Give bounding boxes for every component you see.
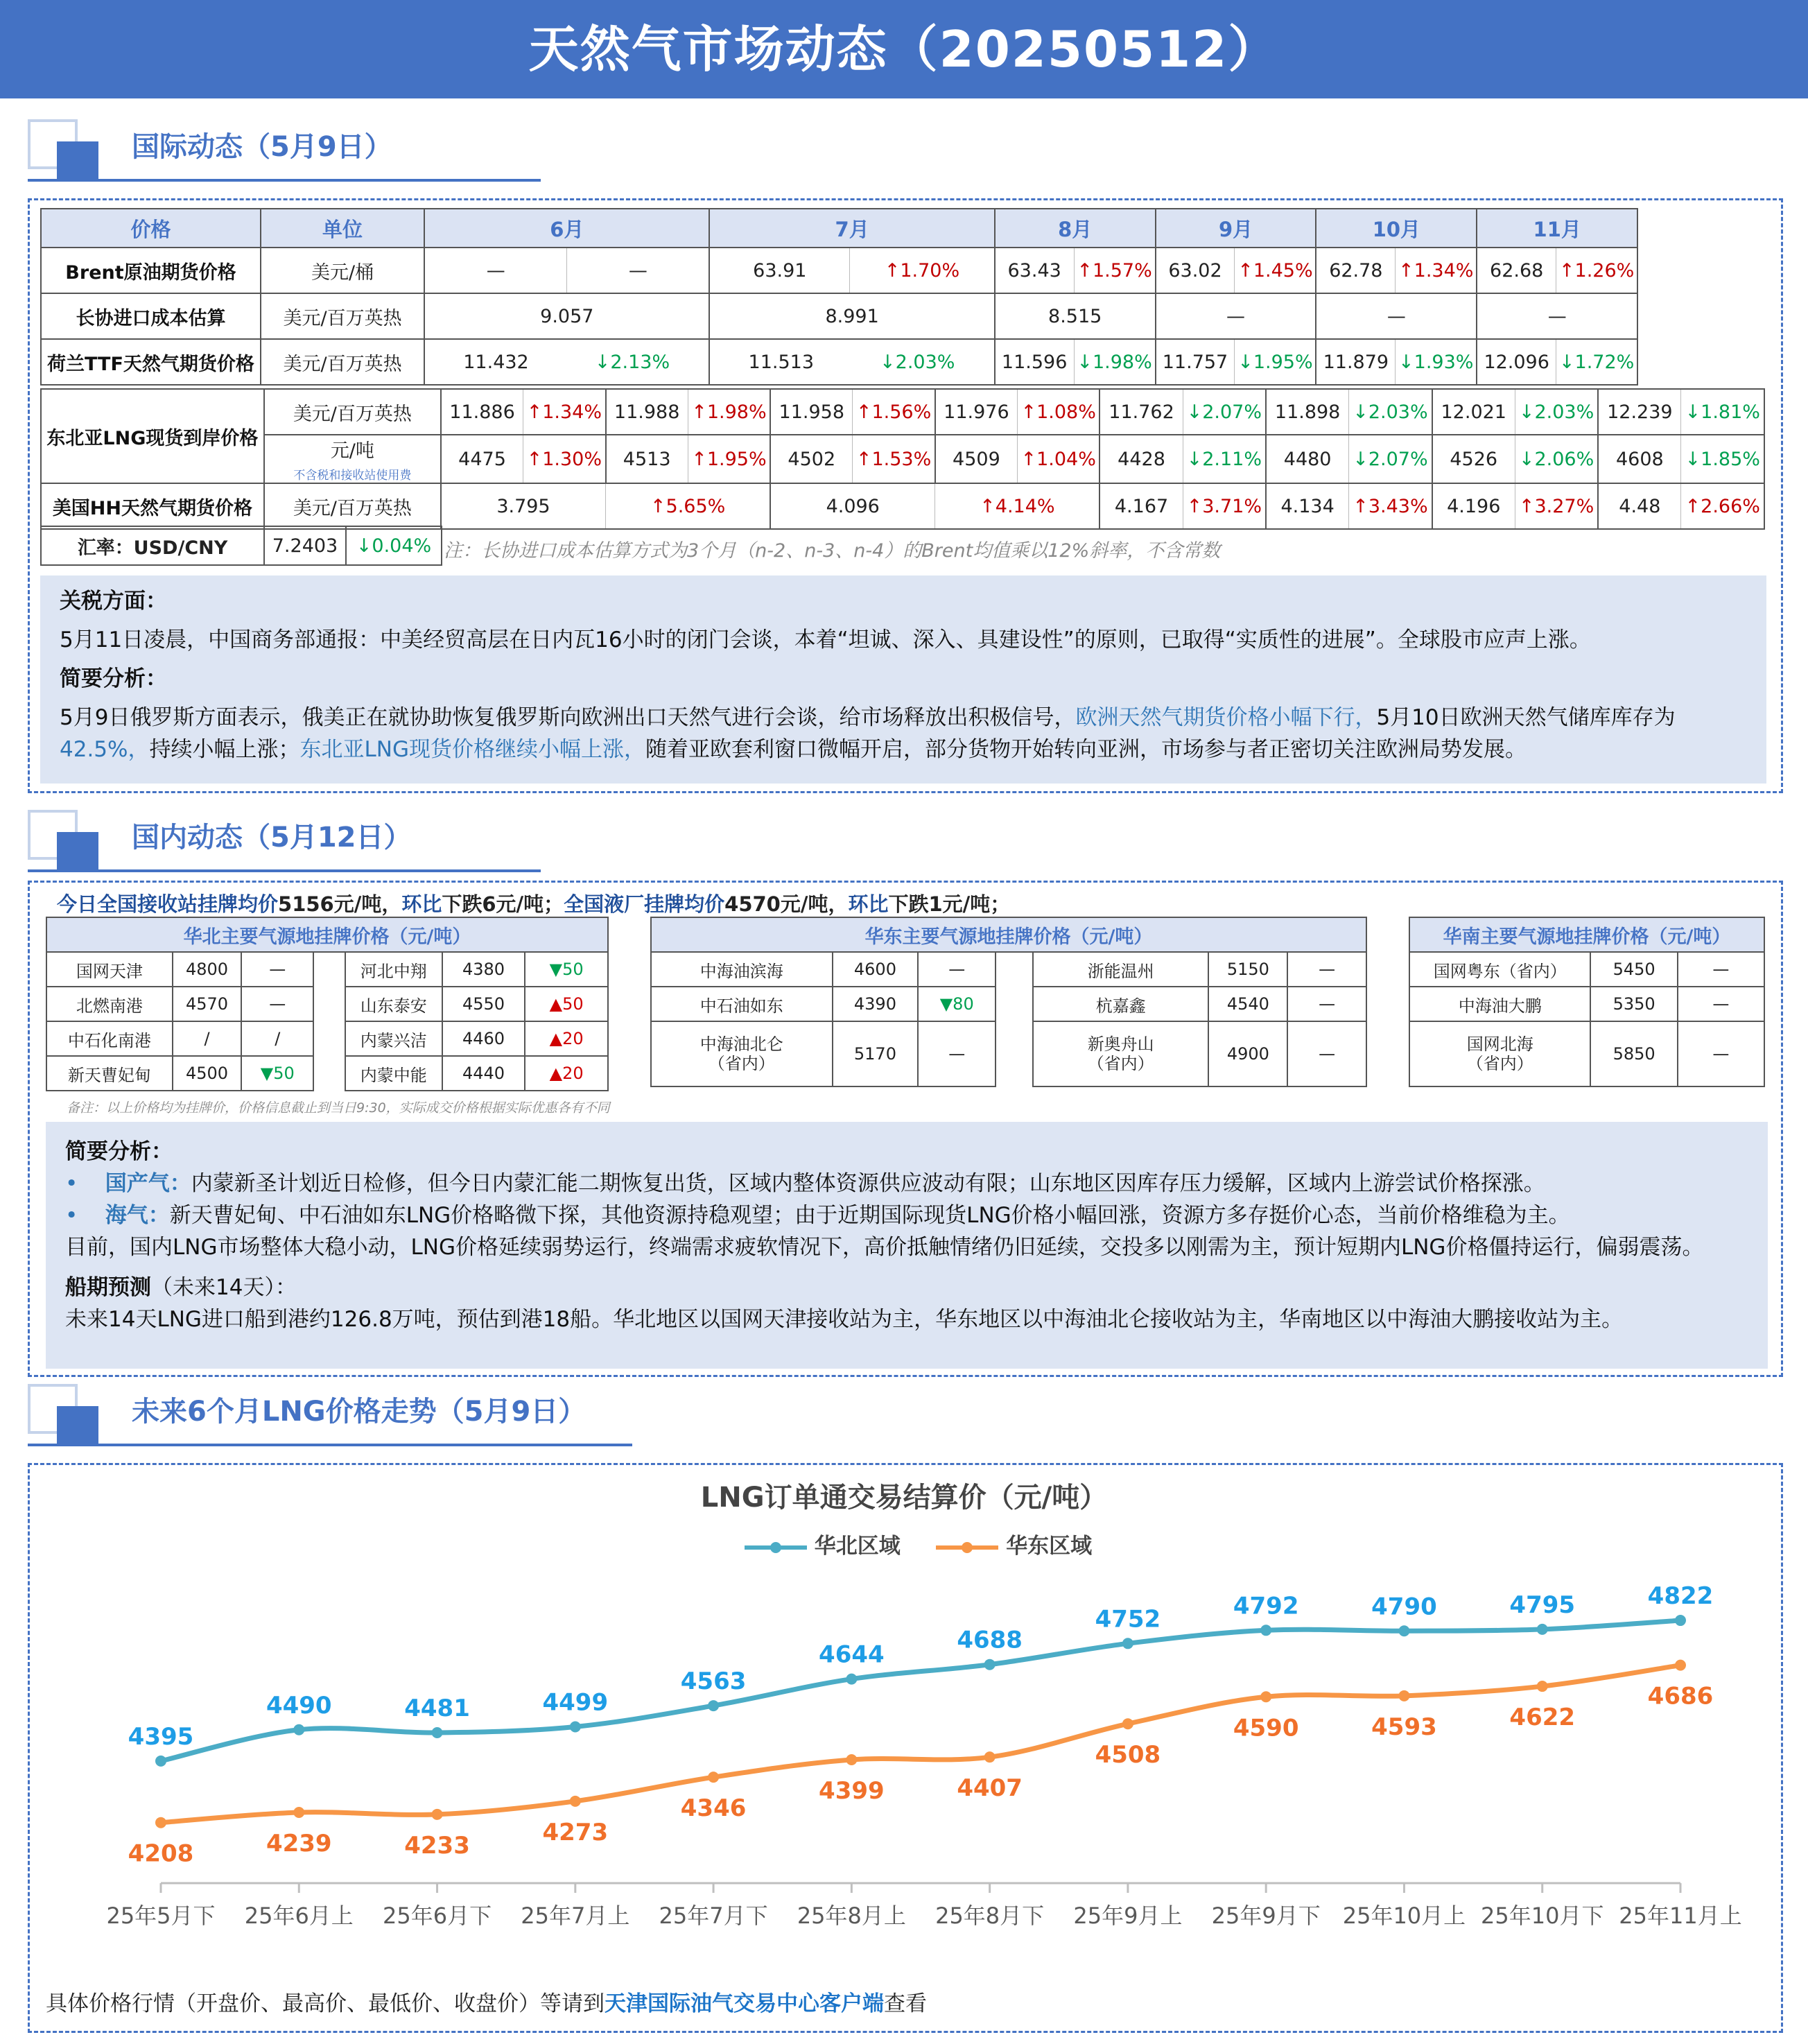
change-cell: ↑1.26% xyxy=(1556,248,1638,293)
data-label-east: 4273 xyxy=(542,1818,609,1846)
value-cell: 11.898 xyxy=(1266,389,1349,435)
footer-text: 具体价格行情（开盘价、最高价、最低价、收盘价）等请到 xyxy=(46,1991,605,2016)
chart-title: LNG订单通交易结算价（元/吨） xyxy=(700,1482,1108,1514)
change-cell: — xyxy=(918,1021,996,1086)
source-name: 杭嘉鑫 xyxy=(1033,987,1208,1021)
table-spacer xyxy=(313,1021,345,1056)
client-link[interactable]: 天津国际油气交易中心客户端 xyxy=(605,1991,884,2016)
change-cell: ↑1.34% xyxy=(523,389,606,435)
price-cell: 4800 xyxy=(173,952,242,987)
price-cell: 5350 xyxy=(1590,987,1677,1021)
south-table-title: 华南主要气源地挂牌价格（元/吨） xyxy=(1409,917,1764,952)
ship-forecast-text: 未来14天LNG进口船到港约126.8万吨，预估到港18船。华北地区以国网天津接收站为主，华东地区以中海油北仑接收站为主，华南地区以中海油大鹏接收站为主。 xyxy=(65,1307,1624,1332)
change-cell: ↑1.53% xyxy=(853,435,935,483)
data-label-north: 4395 xyxy=(128,1722,194,1751)
analysis-highlight: 东北亚LNG现货价格继续小幅上涨， xyxy=(299,737,645,762)
price-cell: 4550 xyxy=(442,987,525,1021)
data-label-north: 4563 xyxy=(680,1668,747,1696)
value-cell: 4513 xyxy=(606,435,688,483)
col-header: 8月 xyxy=(995,209,1156,248)
table-row-nea-cny xyxy=(41,435,1764,483)
col-header: 价格 xyxy=(41,209,261,248)
header-deco-square-filled xyxy=(57,1406,98,1446)
value-cell: 63.02 xyxy=(1156,248,1235,293)
north-table-title: 华北主要气源地挂牌价格（元/吨） xyxy=(46,917,608,952)
change-cell: ↑1.57% xyxy=(1074,248,1156,293)
intl-price-table xyxy=(40,208,1765,386)
unit-cell: 美元/百万英热 xyxy=(261,293,424,339)
change-cell: ↓1.93% xyxy=(1396,339,1477,385)
row-label: 荷兰TTF天然气期货价格 xyxy=(41,339,261,385)
price-cell: 4900 xyxy=(1208,1021,1287,1086)
change-cell: ↓2.03% xyxy=(1515,389,1598,435)
data-label-east: 4593 xyxy=(1371,1713,1437,1741)
data-label-east: 4622 xyxy=(1509,1704,1576,1732)
bullet-icon: • xyxy=(65,1203,105,1228)
price-cell: 5450 xyxy=(1590,952,1677,987)
legend-marker-east xyxy=(936,1537,998,1558)
source-name: 国网粤东（省内） xyxy=(1409,952,1590,987)
value-cell: 8.515 xyxy=(995,293,1156,339)
change-cell: ↓1.98% xyxy=(1074,339,1156,385)
data-label-north: 4822 xyxy=(1647,1582,1714,1611)
unit-note: 不含税和接收站使用费 xyxy=(293,469,412,483)
row-label: 东北亚LNG现货到岸价格 xyxy=(41,389,264,483)
domestic-headline xyxy=(57,889,1010,917)
bullet-label: 国产气： xyxy=(105,1171,191,1196)
value-cell: 62.68 xyxy=(1477,248,1556,293)
row-label: 长协进口成本估算 xyxy=(41,293,261,339)
value-cell: 11.988 xyxy=(606,389,688,435)
change-cell: ↑1.04% xyxy=(1018,435,1100,483)
price-cell: 4600 xyxy=(833,952,919,987)
table-row xyxy=(1409,952,1764,987)
data-label-north: 4644 xyxy=(819,1640,885,1669)
fx-change: ↓0.04% xyxy=(346,526,442,565)
table-row-longterm xyxy=(41,293,1764,339)
change-cell: ↑3.43% xyxy=(1349,483,1432,529)
change-text: ↓2.03% xyxy=(880,351,955,373)
x-tick-label: 25年10月上 xyxy=(1342,1903,1466,1929)
price-cell: 4500 xyxy=(173,1056,242,1091)
unit-cell: 美元/百万英热 xyxy=(264,483,441,529)
section-title-intl: 国际动态（5月9日） xyxy=(132,131,392,163)
legend-label-east: 华东区域 xyxy=(1006,1534,1093,1559)
section-header-intl xyxy=(28,119,541,182)
data-label-east: 4346 xyxy=(680,1794,747,1823)
headline-fragment: 下跌1元/吨； xyxy=(888,892,1011,916)
value-cell: 9.057 xyxy=(424,293,709,339)
analysis-highlight: 欧洲天然气期货价格小幅下行， xyxy=(1075,705,1377,730)
data-label-north: 4790 xyxy=(1371,1593,1437,1621)
value-cell: 11.757 xyxy=(1156,339,1235,385)
value-cell: 4509 xyxy=(935,435,1018,483)
change-cell: ▲20 xyxy=(525,1021,608,1056)
col-header: 11月 xyxy=(1477,209,1637,248)
analysis-label: 简要分析： xyxy=(60,666,167,691)
price-cell: 4440 xyxy=(442,1056,525,1091)
value-cell: 4480 xyxy=(1266,435,1349,483)
intl-analysis-text xyxy=(60,702,1747,765)
table-row xyxy=(46,952,608,987)
x-tick-label: 25年11月上 xyxy=(1619,1903,1742,1929)
source-name: 中海油北仑 （省内） xyxy=(651,1021,833,1086)
col-header: 单位 xyxy=(261,209,424,248)
price-cell: / xyxy=(173,1021,242,1056)
table-row xyxy=(46,987,608,1021)
tariff-text: 5月11日凌晨，中国商务部通报：中美经贸高层在日内瓦16小时的闭门会谈，本着“坦诚、深入、具建设性”的原则，已取得“实质性的进展”。全球股市应声上涨。 xyxy=(60,627,1591,652)
section-title-domestic: 国内动态（5月12日） xyxy=(132,822,412,854)
change-cell: ↓2.11% xyxy=(1183,435,1266,483)
change-cell: — xyxy=(1678,1021,1764,1086)
data-label-north: 4795 xyxy=(1509,1591,1576,1619)
value-cell: 4428 xyxy=(1099,435,1183,483)
footer-note xyxy=(46,1986,927,2017)
price-cell: 5150 xyxy=(1208,952,1287,987)
source-name: 国网北海 （省内） xyxy=(1409,1021,1590,1086)
row-label: 美国HH天然气期货价格 xyxy=(41,483,264,529)
x-tick-label: 25年6月下 xyxy=(382,1903,492,1929)
value-cell: — xyxy=(1156,293,1316,339)
change-cell: ↓1.72% xyxy=(1556,339,1638,385)
fx-rate-row xyxy=(40,526,442,566)
analysis-fragment: 5月9日俄罗斯方面表示，俄美正在就协助恢复俄罗斯向欧洲出口天然气进行会谈，给市场释放出积极信号， xyxy=(60,705,1076,730)
table-row xyxy=(1409,1021,1764,1086)
x-tick-label: 25年8月上 xyxy=(797,1903,906,1929)
change-cell: — xyxy=(1287,952,1366,987)
source-name: 山东泰安 xyxy=(345,987,442,1021)
domestic-summary: 目前，国内LNG市场整体大稳小动，LNG价格延续弱势运行，终端需求疲软情况下，高价抵触情绪仍旧延续，交投多以刚需为主，预计短期内LNG价格僵持运行，偏弱震荡。 xyxy=(65,1235,1704,1260)
source-name: 内蒙兴洁 xyxy=(345,1021,442,1056)
value-cell: 12.021 xyxy=(1432,389,1515,435)
bullet-text: 新天曹妃甸、中石油如东LNG价格略微下探，其他资源持稳观望；由于近期国际现货LNG价格小幅回涨，资源方多存挺价心态，当前价格维稳为主。 xyxy=(169,1203,1570,1228)
value-cell: — xyxy=(424,248,567,293)
data-label-east: 4239 xyxy=(266,1829,332,1857)
tariff-label: 关税方面： xyxy=(60,589,167,614)
headline-fragment: 环比 xyxy=(848,892,889,916)
analysis-fragment: 随着亚欧套利窗口微幅开启，部分货物开始转向亚洲，市场参与者正密切关注欧洲局势发展。 xyxy=(645,737,1527,762)
change-cell: ↓2.07% xyxy=(1183,389,1266,435)
value-cell: 4.134 xyxy=(1266,483,1349,529)
value-cell: 11.976 xyxy=(935,389,1018,435)
bullet-domestic-gas xyxy=(65,1168,1748,1199)
data-label-east: 4233 xyxy=(404,1831,470,1860)
value-cell: 12.096 xyxy=(1477,339,1556,385)
ship-label-sub: （未来14天）： xyxy=(151,1275,297,1300)
data-label-north: 4792 xyxy=(1233,1592,1299,1620)
price-cell: 5850 xyxy=(1590,1021,1677,1086)
change-cell: ▼80 xyxy=(918,987,996,1021)
x-tick-label: 25年8月下 xyxy=(935,1903,1045,1929)
table-spacer xyxy=(996,987,1033,1021)
value-cell: 4502 xyxy=(770,435,853,483)
change-cell: ↑1.56% xyxy=(853,389,935,435)
table-row xyxy=(651,1021,1366,1086)
change-cell: — xyxy=(241,952,313,987)
value-cell xyxy=(424,339,709,385)
header-deco-square-filled xyxy=(57,141,98,182)
unit-cell: 美元/百万英热 xyxy=(264,389,441,435)
data-label-north: 4688 xyxy=(957,1626,1023,1654)
value-cell: — xyxy=(1316,293,1477,339)
page-banner: 天然气市场动态（20250512） xyxy=(0,0,1808,98)
change-cell: ↑4.14% xyxy=(935,483,1100,529)
value-cell: 63.91 xyxy=(709,248,849,293)
change-text: ↓2.13% xyxy=(594,351,670,373)
source-name: 内蒙中能 xyxy=(345,1056,442,1091)
fx-label: 汇率：USD/CNY xyxy=(41,526,264,565)
change-cell: ↓1.81% xyxy=(1681,389,1764,435)
analysis-label: 简要分析： xyxy=(65,1139,173,1164)
data-label-east: 4399 xyxy=(819,1776,885,1805)
value-cell: 4.48 xyxy=(1598,483,1681,529)
headline-fragment: 今日全国接收站挂牌均价 xyxy=(57,892,279,916)
source-name: 中海油大鹏 xyxy=(1409,987,1590,1021)
value-cell: 4.096 xyxy=(770,483,935,529)
table-row xyxy=(651,987,1366,1021)
unit-cell: 美元/百万英热 xyxy=(261,339,424,385)
value-cell: 4475 xyxy=(441,435,523,483)
change-cell: — xyxy=(1287,1021,1366,1086)
unit-text: 元/吨 xyxy=(330,440,374,462)
source-name: 河北中翔 xyxy=(345,952,442,987)
value-cell: 4.167 xyxy=(1099,483,1183,529)
change-cell: ▼50 xyxy=(241,1056,313,1091)
intl-text-panel xyxy=(40,575,1766,783)
headline-fragment: 4570元/吨， xyxy=(724,892,849,916)
change-cell: — xyxy=(1678,952,1764,987)
table-row xyxy=(1409,987,1764,1021)
chart-legend xyxy=(745,1528,1092,1559)
footer-text: 查看 xyxy=(884,1991,927,2016)
change-cell: ▲50 xyxy=(525,987,608,1021)
value-cell: 63.43 xyxy=(995,248,1074,293)
col-header: 7月 xyxy=(709,209,994,248)
fx-value: 7.2403 xyxy=(264,526,346,565)
bullet-icon: • xyxy=(65,1171,105,1196)
data-label-north: 4490 xyxy=(266,1691,332,1720)
unit-cell xyxy=(264,435,441,483)
value-cell: — xyxy=(1477,293,1637,339)
data-label-east: 4686 xyxy=(1647,1682,1714,1710)
value-cell: 3.795 xyxy=(441,483,606,529)
col-header: 10月 xyxy=(1316,209,1477,248)
change-cell: ↑1.08% xyxy=(1018,389,1100,435)
change-cell: ↓2.06% xyxy=(1515,435,1598,483)
source-name: 国网天津 xyxy=(46,952,173,987)
table-row-brent xyxy=(41,248,1764,293)
change-cell: — xyxy=(1287,987,1366,1021)
value-text: 11.513 xyxy=(748,351,815,373)
price-cell: 5170 xyxy=(833,1021,919,1086)
change-cell: ↑1.30% xyxy=(523,435,606,483)
data-label-east: 4508 xyxy=(1095,1741,1161,1769)
intl-price-table-lower xyxy=(40,388,1765,530)
value-cell: 11.596 xyxy=(995,339,1074,385)
domestic-text-panel xyxy=(46,1122,1768,1369)
ship-forecast-heading xyxy=(65,1272,1748,1304)
table-spacer xyxy=(313,1056,345,1091)
x-tick-label: 25年7月上 xyxy=(521,1903,630,1929)
x-tick-label: 25年5月下 xyxy=(106,1903,216,1929)
header-underline xyxy=(28,179,541,182)
table-spacer xyxy=(996,952,1033,987)
source-name: 中石化南港 xyxy=(46,1021,173,1056)
source-name: 中海油滨海 xyxy=(651,952,833,987)
legend-marker-north xyxy=(745,1537,807,1558)
change-cell: ↑1.98% xyxy=(688,389,770,435)
domestic-table-note: 备注：以上价格均为挂牌价，价格信息截止到当日9:30，实际成交价格根据实际优惠各有不同 xyxy=(67,1100,610,1116)
x-tick-label: 25年7月下 xyxy=(659,1903,768,1929)
change-cell: — xyxy=(241,987,313,1021)
unit-cell: 美元/桶 xyxy=(261,248,424,293)
table-row xyxy=(46,1056,608,1091)
ship-label: 船期预测 xyxy=(65,1275,151,1300)
value-cell: — xyxy=(567,248,710,293)
change-cell: ↓2.07% xyxy=(1349,435,1432,483)
headline-fragment: 5156元/吨， xyxy=(278,892,402,916)
east-table-title: 华东主要气源地挂牌价格（元/吨） xyxy=(651,917,1366,952)
source-name: 北燃南港 xyxy=(46,987,173,1021)
bullet-label: 海气： xyxy=(105,1203,170,1228)
data-label-north: 4499 xyxy=(542,1688,609,1717)
change-cell: ↓1.95% xyxy=(1235,339,1316,385)
value-cell xyxy=(709,339,994,385)
value-cell: 11.879 xyxy=(1316,339,1395,385)
change-cell: ↑1.70% xyxy=(850,248,995,293)
value-cell: 11.886 xyxy=(441,389,523,435)
north-price-table xyxy=(46,917,609,1091)
source-name: 中石油如东 xyxy=(651,987,833,1021)
col-header: 9月 xyxy=(1156,209,1316,248)
value-cell: 8.991 xyxy=(709,293,994,339)
change-cell: ↑1.34% xyxy=(1396,248,1477,293)
analysis-fragment: 5月10日欧洲天然气储库库存为 xyxy=(1376,705,1676,730)
bullet-import-gas xyxy=(65,1199,1748,1231)
data-label-north: 4481 xyxy=(404,1695,470,1723)
table-row-ttf xyxy=(41,339,1764,385)
table-spacer xyxy=(313,952,345,987)
value-cell: 4608 xyxy=(1598,435,1681,483)
row-label: Brent原油期货价格 xyxy=(41,248,261,293)
source-name: 新天曹妃甸 xyxy=(46,1056,173,1091)
section-header-domestic xyxy=(28,810,541,872)
east-price-table xyxy=(650,917,1367,1087)
source-name: 新奥舟山 （省内） xyxy=(1033,1021,1208,1086)
change-cell: ↑1.95% xyxy=(688,435,770,483)
section-header-trend xyxy=(28,1384,632,1446)
table-row-nea-usd xyxy=(41,389,1764,435)
section-title-trend: 未来6个月LNG价格走势（5月9日） xyxy=(132,1396,586,1428)
table-row-hh xyxy=(41,483,1764,529)
header-underline xyxy=(28,869,541,872)
headline-fragment: 全国液厂挂牌均价 xyxy=(564,892,725,916)
source-name: 浙能温州 xyxy=(1033,952,1208,987)
value-cell: 11.958 xyxy=(770,389,853,435)
change-cell: ▲20 xyxy=(525,1056,608,1091)
change-cell: ↑2.66% xyxy=(1681,483,1764,529)
analysis-fragment: 持续小幅上涨； xyxy=(149,737,300,762)
table-spacer xyxy=(996,1021,1033,1086)
value-cell: 4.196 xyxy=(1432,483,1515,529)
data-label-east: 4590 xyxy=(1233,1714,1299,1742)
value-cell: 62.78 xyxy=(1316,248,1395,293)
change-cell: ↑3.27% xyxy=(1515,483,1598,529)
table-row xyxy=(46,1021,608,1056)
change-cell: ↓2.03% xyxy=(1349,389,1432,435)
value-cell: 4526 xyxy=(1432,435,1515,483)
intl-table-note: 注：长协进口成本估算方式为3个月（n-2、n-3、n-4）的Brent均值乘以12%斜率，不含常数 xyxy=(444,540,1221,562)
change-cell: — xyxy=(1678,987,1764,1021)
change-cell: / xyxy=(241,1021,313,1056)
price-cell: 4540 xyxy=(1208,987,1287,1021)
data-label-north: 4752 xyxy=(1095,1605,1161,1634)
change-cell: — xyxy=(918,952,996,987)
table-header-row xyxy=(41,209,1764,248)
south-price-table xyxy=(1409,917,1765,1087)
col-header: 6月 xyxy=(424,209,709,248)
header-underline xyxy=(28,1444,632,1446)
headline-fragment: 下跌6元/吨； xyxy=(442,892,564,916)
price-cell: 4570 xyxy=(173,987,242,1021)
header-deco-square-filled xyxy=(57,832,98,872)
x-tick-label: 25年6月上 xyxy=(244,1903,354,1929)
table-spacer xyxy=(313,987,345,1021)
value-cell: 12.239 xyxy=(1598,389,1681,435)
x-tick-label: 25年9月上 xyxy=(1073,1903,1183,1929)
bullet-text: 内蒙新圣计划近日检修，但今日内蒙汇能二期恢复出货，区域内整体资源供应波动有限；山东地区因库存压力缓解，区域内上游尝试价格探涨。 xyxy=(191,1171,1545,1196)
change-cell: ↑1.45% xyxy=(1235,248,1316,293)
price-cell: 4390 xyxy=(833,987,919,1021)
change-cell: ↑3.71% xyxy=(1183,483,1266,529)
data-label-east: 4407 xyxy=(957,1774,1023,1803)
price-cell: 4460 xyxy=(442,1021,525,1056)
change-cell: ▼50 xyxy=(525,952,608,987)
table-row xyxy=(651,952,1366,987)
analysis-highlight: 42.5%， xyxy=(60,737,150,762)
x-tick-label: 25年10月下 xyxy=(1481,1903,1604,1929)
change-cell: ↑5.65% xyxy=(606,483,771,529)
price-cell: 4380 xyxy=(442,952,525,987)
legend-label-north: 华北区域 xyxy=(814,1534,901,1559)
x-tick-label: 25年9月下 xyxy=(1211,1903,1321,1929)
value-text: 11.432 xyxy=(463,351,529,373)
change-cell: ↓1.85% xyxy=(1681,435,1764,483)
data-label-east: 4208 xyxy=(128,1839,194,1868)
headline-fragment: 环比 xyxy=(401,892,442,916)
value-cell: 11.762 xyxy=(1099,389,1183,435)
